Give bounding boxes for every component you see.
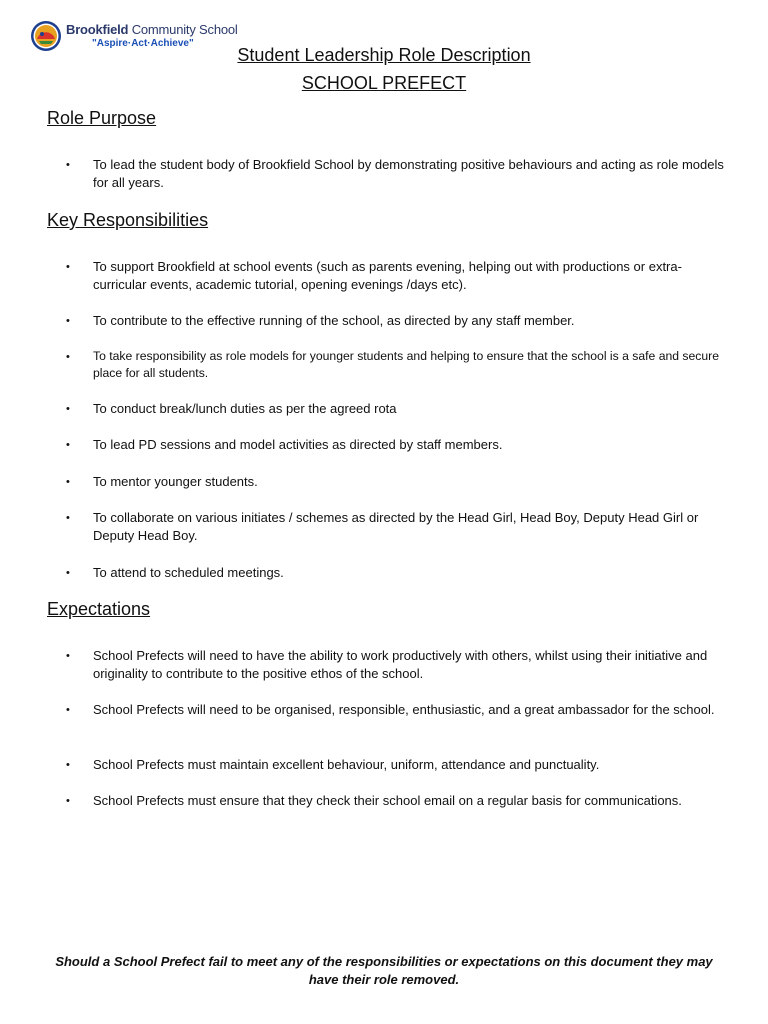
list-item: • School Prefects must maintain excellent behaviour, uniform, attendance and punctuality. [66, 757, 600, 772]
school-name: Brookfield Community School [66, 22, 238, 37]
list-item: • To lead PD sessions and model activities as directed by staff members. [66, 437, 503, 452]
document-subtitle: SCHOOL PREFECT [301, 73, 467, 93]
section-heading-key-responsibilities: Key Responsibilities [47, 210, 209, 230]
list-item: • To lead the student body of Brookfield School by demonstrating positive behaviours and acting as role models for all years. [66, 157, 724, 190]
bullet-icon: • [66, 403, 70, 415]
bullet-icon: • [66, 704, 70, 716]
bullet-icon: • [66, 439, 70, 451]
bullet-icon: • [66, 476, 70, 488]
bullet-icon: • [66, 512, 70, 524]
list-item: • To collaborate on various initiates / schemes as directed by the Head Girl, Head Boy, Deputy Head Girl or Deputy Head Boy. [66, 510, 699, 543]
list-item: • School Prefects must ensure that they check their school email on a regular basis for communications. [66, 793, 682, 808]
bullet-icon: • [66, 351, 70, 363]
bullet-icon: • [66, 159, 70, 171]
bullet-icon: • [66, 567, 70, 579]
list-item: • School Prefects will need to be organised, responsible, enthusiastic, and a great ambassador for the school. [66, 702, 715, 717]
school-tagline: "Aspire·Act·Achieve" [92, 38, 194, 49]
bullet-icon: • [66, 795, 70, 807]
section-heading-role-purpose: Role Purpose [47, 108, 157, 128]
section-heading-expectations: Expectations [47, 599, 151, 619]
list-item: • To support Brookfield at school events (such as parents evening, helping out with productions or extra-curricular events, academic tutorial, opening evenings /days etc). [66, 259, 682, 292]
bullet-icon: • [66, 759, 70, 771]
footer-note: Should a School Prefect fail to meet any of the responsibilities or expectations on this document they may have their role removed. [55, 954, 713, 987]
list-item: • To mentor younger students. [66, 474, 258, 489]
bullet-icon: • [66, 650, 70, 662]
list-item: • To take responsibility as role models for younger students and helping to ensure that the school is a safe and secure place for all students. [66, 349, 719, 380]
list-item: • To conduct break/lunch duties as per the agreed rota [66, 401, 397, 416]
list-item: • School Prefects will need to have the ability to work productively with others, whilst using their initiative and originality to contribute to the positive ethos of the school. [66, 648, 708, 681]
document-title: Student Leadership Role Description [237, 45, 531, 65]
bullet-icon: • [66, 261, 70, 273]
list-item: • To attend to scheduled meetings. [66, 565, 284, 580]
list-item: • To contribute to the effective running of the school, as directed by any staff member. [66, 313, 575, 328]
bullet-icon: • [66, 315, 70, 327]
